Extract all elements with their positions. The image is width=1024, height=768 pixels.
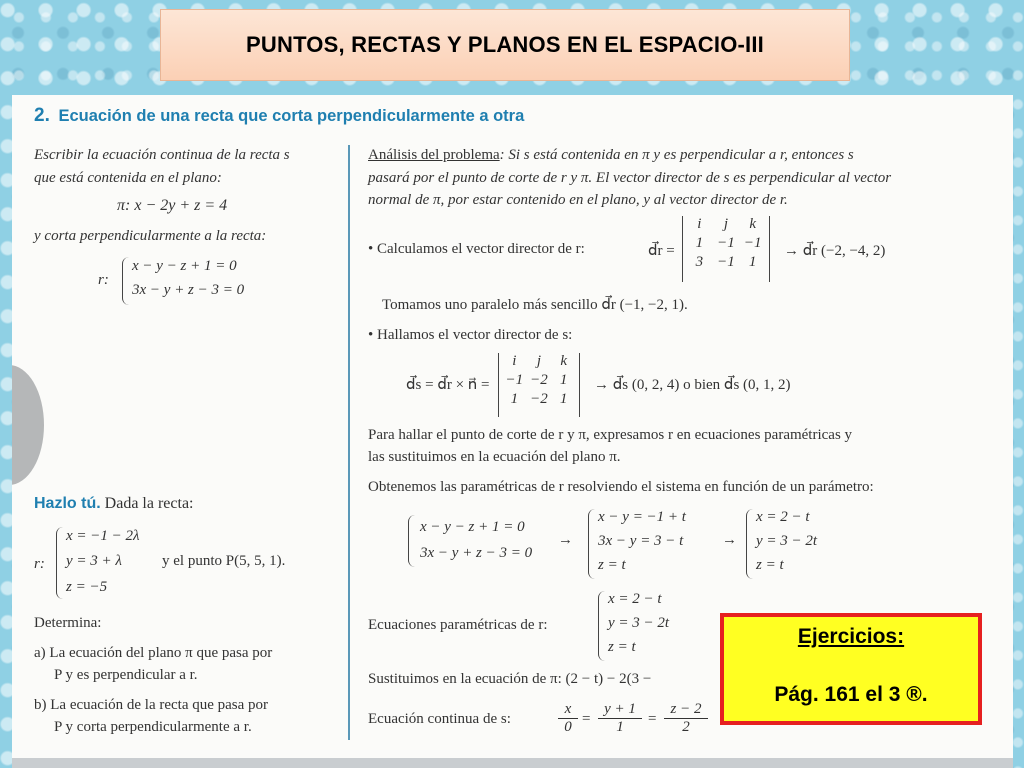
r-label: r: [98,272,109,288]
statement-line-2: que está contenida en el plano: [34,170,222,186]
arrow-2: → [722,532,737,548]
substitution: Sustituimos en la ecuación de π: (2 − t) − 2(3 − [368,671,652,687]
det2-cell: 1 [510,391,519,407]
det1-cell: i [697,216,702,232]
r2-label: r: [34,556,45,572]
det2-cell: −2 [530,372,548,388]
determinant-1-cells [686,216,766,271]
det2-cell: k [560,353,567,369]
det1-cell: j [723,216,729,232]
param-eq-2: y = 3 − 2t [608,615,670,631]
param-label: Ecuaciones paramétricas de r: [368,617,548,633]
det2-cell: 1 [559,391,568,407]
equals-2: = [648,711,657,727]
fraction-x-num: x [564,701,572,717]
fraction-z-den: 2 [664,718,708,736]
analysis-text-1: : Si s está contenida en π y es perpendicular a r, entonces s [499,147,854,163]
fraction-x [558,701,578,736]
sys1-eq-2: 3x − y + z − 3 = 0 [420,545,533,561]
sys2-eq-1: x − y = −1 + t [598,509,686,525]
column-separator [348,145,350,740]
dr-result: → d⃗r (−2, −4, 2) [784,243,886,259]
fraction-y [598,701,642,736]
det2-cell: 1 [559,372,568,388]
determinant-2-cells [502,353,576,408]
det1-cell: −1 [717,254,735,270]
continuous-label: Ecuación continua de s: [368,711,511,727]
det1-cell: 1 [695,235,704,251]
det2-cell: −2 [530,391,548,407]
title-banner [160,9,850,81]
exercise-box [720,613,982,725]
sys2-eq-3: z = t [598,557,626,573]
bullet-2: • Hallamos el vector director de s: [368,327,573,343]
page-title: PUNTOS, RECTAS Y PLANOS EN EL ESPACIO-III [246,32,764,57]
exercise-title: Ejercicios: [797,625,905,648]
sys1-brace [408,515,415,567]
r2-equation-3: z = −5 [66,579,108,595]
statement-line-1: Escribir la ecuación continua de la recta s [34,147,290,163]
sys3-eq-2: y = 3 − 2t [756,533,818,549]
fraction-y-num: y + 1 [604,701,636,717]
question-a-2: P y es perpendicular a r. [54,667,198,683]
determina: Determina: [34,615,102,631]
det1-cell: 1 [748,254,757,270]
ds-label: d⃗s = d⃗r × n⃗ = [406,377,490,393]
param-intro: Obtenemos las paramétricas de r resolviendo el sistema en función de un parámetro: [368,479,874,495]
cut-line-1: Para hallar el punto de corte de r y π, expresamos r en ecuaciones paramétricas y [368,427,853,443]
sys2-eq-2: 3x − y = 3 − t [598,533,684,549]
simpler-vector: Tomamos uno paralelo más sencillo d⃗r (−1, −2, 1). [382,297,688,313]
analysis-line-1 [368,147,854,164]
plane-equation: π: x − 2y + z = 4 [117,197,228,214]
det1-cell: −1 [717,235,735,251]
sys3-eq-3: z = t [756,557,784,573]
statement-line-3: y corta perpendicularmente a la recta: [34,228,267,244]
question-a-1: a) La ecuación del plano π que pasa por [34,645,273,661]
bottom-strip [12,758,1013,768]
det2-cell: −1 [505,372,524,388]
bullet-1: • Calculamos el vector director de r: [368,241,585,257]
sys2-brace [588,509,595,579]
section-number: 2. [34,105,50,126]
sys1-eq-1: x − y − z + 1 = 0 [420,519,525,535]
sys3-brace [746,509,753,579]
section-title-text: Ecuación de una recta que corta perpendicularmente a otra [58,107,525,125]
r2-point: y el punto P(5, 5, 1). [162,553,286,569]
dr-label: d⃗r = [648,243,675,259]
cut-line-2: las sustituimos en la ecuación del plano π. [368,449,621,465]
det1-cell: k [749,216,756,232]
r2-equation-1: x = −1 − 2λ [66,528,140,544]
question-b-2: P y corta perpendicularmente a r. [54,719,252,735]
fraction-z-num: z − 2 [670,701,702,717]
r-brace [122,257,129,305]
hazlo-tu [34,495,194,513]
det1-cell: 3 [695,254,704,270]
analysis-head: Análisis del problema [368,147,500,163]
section-title [34,105,524,127]
r2-brace [56,527,63,599]
fraction-y-den: 1 [598,718,642,736]
hazlo-label: Hazlo tú. [34,495,101,512]
fraction-x-den: 0 [558,718,578,736]
equals-1: = [582,711,591,727]
r-equation-2: 3x − y + z − 3 = 0 [132,282,245,298]
det2-cell: j [536,353,542,369]
det1-cell: −1 [743,235,762,251]
ds-result: → d⃗s (0, 2, 4) o bien d⃗s (0, 1, 2) [594,377,791,393]
arrow-1: → [558,532,573,548]
fraction-z [664,701,708,736]
r2-equation-2: y = 3 + λ [66,553,122,569]
decorative-arc [12,365,44,485]
sys3-eq-1: x = 2 − t [756,509,810,525]
param-eq-1: x = 2 − t [608,591,662,607]
param-eq-3: z = t [608,639,636,655]
analysis-line-2: pasará por el punto de corte de r y π. El vector director de s es perpendicular al vector [368,170,892,186]
question-b-1: b) La ecuación de la recta que pasa por [34,697,269,713]
analysis-line-3: normal de π, por estar contenido en el plano, y al vector director de r. [368,192,788,208]
param-brace [598,591,605,661]
det2-cell: i [512,353,517,369]
r-equation-1: x − y − z + 1 = 0 [132,258,237,274]
hazlo-text: Dada la recta: [104,495,194,512]
exercise-page: Pág. 161 el 3 ®. [774,683,928,706]
